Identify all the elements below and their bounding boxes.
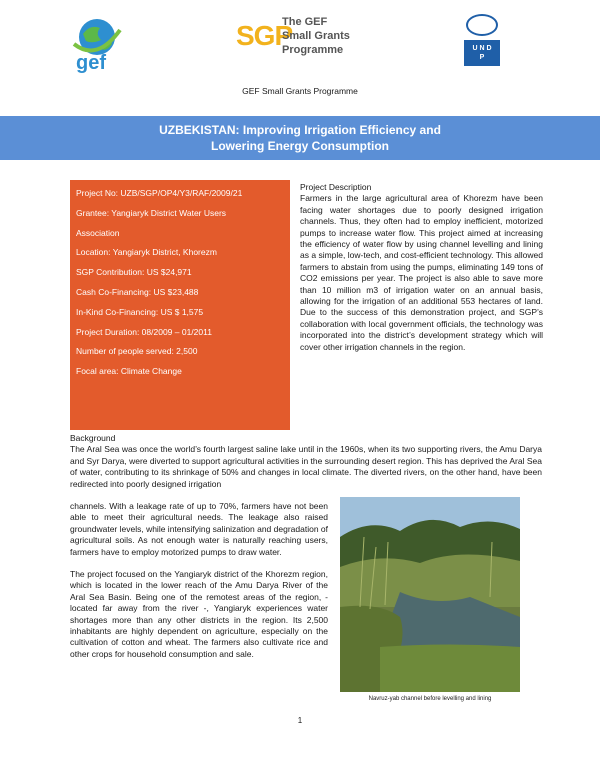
background-para1: The Aral Sea was once the world’s fourth largest saline lake until in the 1960s, when its two supporting rivers, the Amu Darya and Syr Darya, were diverted to support agricultural activities in the surrounding desert region. This has deprived the Aral Sea of water, contributing to its shrinkage of 50% and changes in local climate. The diverted rivers, on the other hand, have been redirected into poorly designed irrigation [70,444,542,489]
channel-photo [340,497,520,692]
info-inkind-cofinancing: In-Kind Co-Financing: US $ 1,575 [76,306,204,317]
info-duration: Project Duration: 08/2009 – 01/2011 [76,326,212,337]
background-left-column [70,501,328,660]
info-grantee: Grantee: Yangiaryk District Water Users [76,207,227,218]
undp-logo-text: U N D P [472,45,492,61]
background-para2: The project focused on the Yangiaryk district of the Khorezm region, which is located in the lower reach of the Amu Darya River of the Aral Sea Basin. Being one of the remotest areas of the region, - located far away from the river -, Yangiaryk experiences water shortages more than any other districts in the region. Its 2,500 inhabitants are highly dependent on agriculture, especially on the cultivation of cotton and wheat. The farmers also cultivate rice and other crops for household consumption and sale. [70,569,328,659]
title-line-2: Lowering Energy Consumption [210,139,389,153]
info-focal-area: Focal area: Climate Change [76,366,182,377]
info-location: Location: Yangiaryk District, Khorezm [76,247,217,258]
sgp-logo-line2: Small Grants [282,30,350,42]
description-text: Farmers in the large agricultural area of Khorezm have been facing water shortages due to poorly designed irrigation channels. Thus, they often had to employ inefficient, motorized pumps to increase water flow. This project aimed at increasing the efficiency of water flow by using channel levelling and lining as a simple, low-tech, and cost-efficient technology. This allowed farmers to abstain from using the pumps, eliminating 149 tons of CO2 emissions per year. The project is also able to save more than 10 million m3 of irrigation water on an annual basis, allowing for the irrigation of an additional 553 hectares of land. Due to the success of this demonstration project, and SGP’s collaboration with local government officials, the technology was incorporated into the district’s development strategy which will cover other irrigation channels in the region. [300,193,543,352]
project-info-box [70,180,290,430]
undp-logo [462,14,502,78]
page-number: 1 [297,716,303,725]
info-sgp-contribution: SGP Contribution: US $24,971 [76,267,192,278]
info-cash-cofinancing: Cash Co-Financing: US $23,488 [76,286,199,297]
title-line-1: UZBEKISTAN: Improving Irrigation Efficiency and [159,123,441,137]
gef-logo [68,14,126,76]
info-project-no: Project No: UZB/SGP/OP4/Y3/RAF/2009/21 [76,188,243,198]
info-people-served: Number of people served: 2,500 [76,346,198,357]
info-grantee-cont: Association [76,227,120,238]
description-heading: Project Description [300,182,372,192]
sgp-logo-line3: Programme [282,44,344,56]
background-section [70,433,542,490]
title-banner [0,116,600,160]
undp-box [464,40,500,66]
sgp-logo-letters: SGP [236,20,293,51]
background-heading: Background [70,433,116,443]
sgp-logo [236,14,356,70]
sgp-logo-line1: The GEF [282,16,328,28]
photo-caption: Navruz-yab channel before levelling and lining [368,696,492,702]
background-para1-cont: channels. With a leakage rate of up to 70%, farmers have not been able to meet their agricultural needs. The leakage also raised groundwater levels, while intensifying salinization and degradation of agricultural soils. As not enough water is naturally reaching users, farmers have to employ motorized pumps to draw water. [70,501,328,557]
page-subtitle: GEF Small Grants Programme [242,86,358,96]
project-description [300,182,543,353]
undp-emblem-icon [466,14,498,36]
gef-logo-text: gef [76,52,106,74]
